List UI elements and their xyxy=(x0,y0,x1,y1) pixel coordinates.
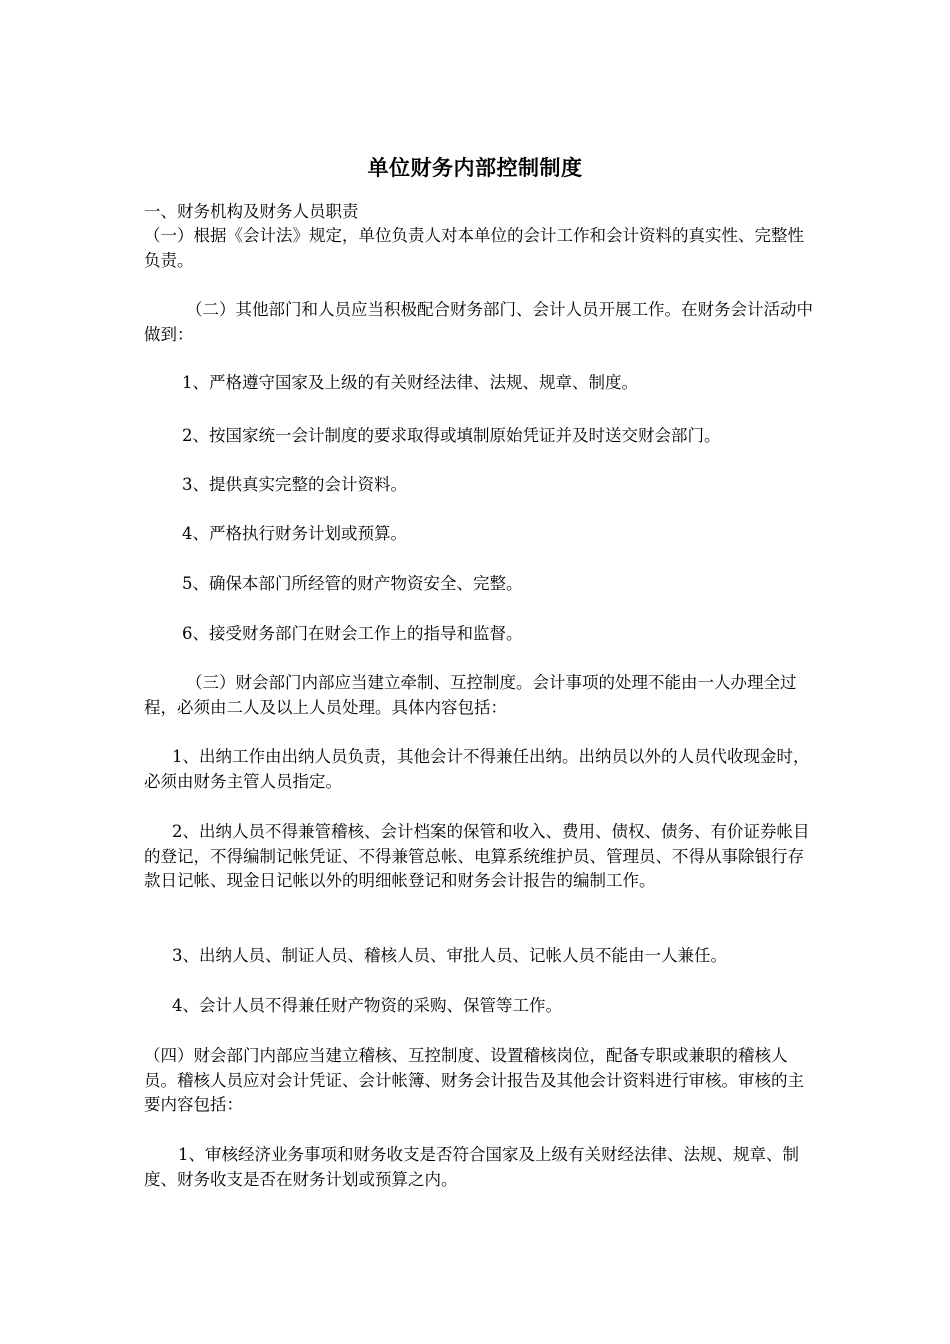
list-item: 3、提供真实完整的会计资料。 xyxy=(182,475,407,494)
list-item: 1、严格遵守国家及上级的有关财经法律、法规、规章、制度。 xyxy=(182,373,638,392)
list-item: 6、接受财务部门在财会工作上的指导和监督。 xyxy=(182,624,523,643)
list-item: 4、会计人员不得兼任财产物资的采购、保管等工作。 xyxy=(172,996,562,1015)
list-item: 1、出纳工作由出纳人员负责，其他会计不得兼任出纳。出纳员以外的人员代收现金时，必须由财务主管人员指定。 xyxy=(144,747,810,791)
section-heading: 一、财务机构及财务人员职责 xyxy=(144,202,359,221)
list-item: 2、按国家统一会计制度的要求取得或填制原始凭证并及时送交财会部门。 xyxy=(182,426,721,445)
paragraph: （二）其他部门和人员应当积极配合财务部门、会计人员开展工作。在财务会计活动中做到： xyxy=(144,300,813,344)
list-item: 2、出纳人员不得兼管稽核、会计档案的保管和收入、费用、债权、债务、有价证券帐目的登记，不得编制记帐凭证、不得兼管总帐、电算系统维护员、管理员、不得从事除银行存款日记帐、现金日记帐以外的明细帐登记和财务会计报告的编制工作。 xyxy=(144,822,810,890)
paragraph: （三）财会部门内部应当建立牵制、互控制度。会计事项的处理不能由一人办理全过程，必须由二人及以上人员处理。具体内容包括： xyxy=(144,673,797,717)
list-item: 1、审核经济业务事项和财务收支是否符合国家及上级有关财经法律、法规、规章、制度、财务收支是否在财务计划或预算之内。 xyxy=(144,1145,799,1189)
document-title: 单位财务内部控制制度 xyxy=(367,156,583,180)
list-item: 4、严格执行财务计划或预算。 xyxy=(182,524,407,543)
paragraph: （一）根据《会计法》规定，单位负责人对本单位的会计工作和会计资料的真实性、完整性负责。 xyxy=(144,226,804,270)
list-item: 5、确保本部门所经管的财产物资安全、完整。 xyxy=(182,574,523,593)
paragraph: （四）财会部门内部应当建立稽核、互控制度、设置稽核岗位，配备专职或兼职的稽核人员。稽核人员应对会计凭证、会计帐簿、财务会计报告及其他会计资料进行审核。审核的主要内容包括： xyxy=(144,1046,804,1114)
list-item: 3、出纳人员、制证人员、稽核人员、审批人员、记帐人员不能由一人兼任。 xyxy=(172,946,727,965)
